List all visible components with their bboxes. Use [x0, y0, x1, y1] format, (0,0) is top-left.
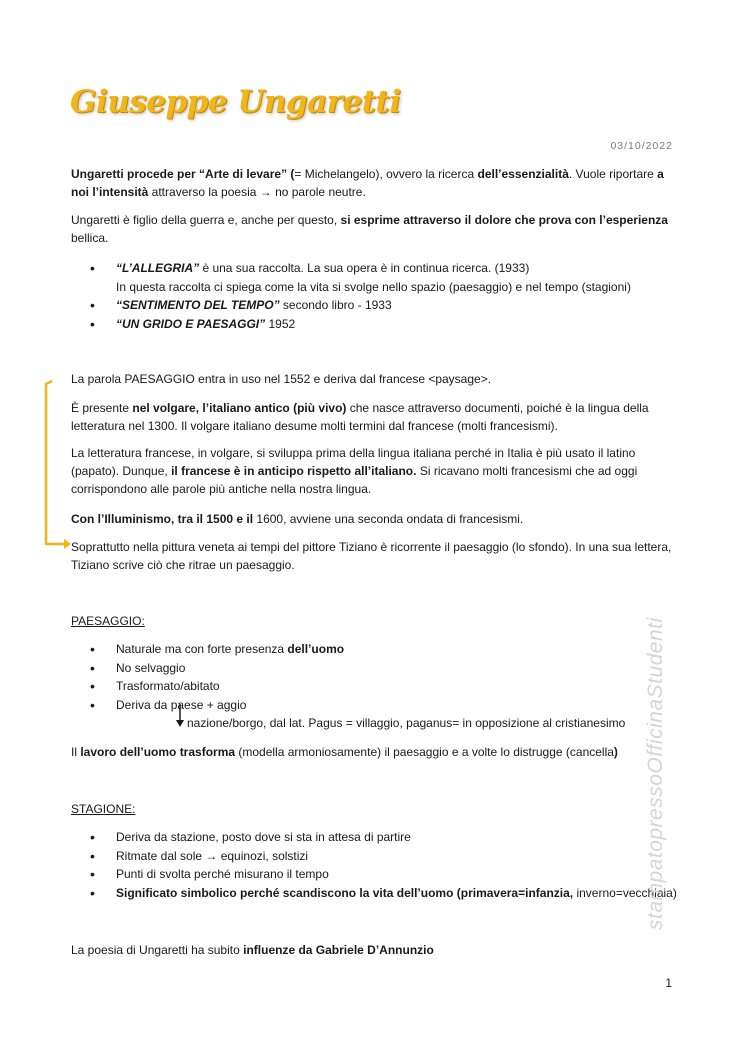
p4-text-c: che nasce attraverso documenti, poiché è la lingua della letteratura nel 1300. Il volgare italiano desume molti termini dal francese (molti francesismi).: [71, 401, 649, 433]
stagione-list: [90, 828, 680, 902]
paragraph-dannunzio: [71, 941, 675, 959]
item-text: Punti di svolta perché misurano il tempo: [116, 867, 329, 881]
date: 03/10/2022: [610, 140, 673, 152]
work-text: secondo libro - 1933: [279, 298, 392, 312]
paragraph-lavoro-uomo: [71, 743, 675, 761]
work-title: “L’ALLEGRIA”: [116, 261, 200, 275]
p1-text-f: attraverso la poesia → no parole neutre.: [148, 185, 366, 199]
p4-bold-b: nel volgare, l’italiano antico (più vivo): [132, 401, 347, 415]
list-item: [90, 640, 680, 659]
list-item: [90, 659, 680, 678]
item-text: Deriva da stazione, posto dove si sta in attesa di partire: [116, 830, 411, 844]
item-text: inverno=vecchiaia): [573, 885, 677, 900]
list-item: [90, 828, 680, 847]
page-number: 1: [665, 976, 672, 990]
p1-text-b: = Michelangelo), ovvero la ricerca: [294, 167, 478, 181]
item-text: Naturale ma con forte presenza: [116, 642, 288, 656]
paragraph-letteratura-francese: [71, 444, 675, 498]
item-text: Deriva da paese + aggio: [116, 697, 247, 712]
p9-bold-b: influenze da Gabriele D’Annunzio: [243, 943, 434, 957]
p1-bold-e: a noi l’intensità: [71, 167, 664, 199]
p1-text-d: . Vuole riportare: [568, 167, 658, 181]
paragraph-volgare: [71, 399, 675, 435]
item-bold: dell’uomo: [287, 642, 345, 656]
list-item: [90, 884, 680, 903]
p8-text-c: (modella armoniosamente) il paesaggio e a volte lo distrugge (cancella: [235, 745, 614, 759]
list-item: [90, 296, 680, 315]
list-item: [90, 847, 680, 866]
item-text: No selvaggio: [116, 660, 186, 675]
list-item: [90, 259, 680, 296]
p1-bold-c: dell’essenzialità: [477, 167, 569, 181]
paragraph-arte-di-levare: [71, 165, 675, 201]
p8-bold-b: lavoro dell’uomo trasforma: [80, 745, 236, 759]
list-item: [90, 865, 680, 884]
item-text: Ritmate dal sole → equinozi, solstizi: [116, 848, 309, 863]
paragraph-illuminismo: [71, 510, 675, 528]
p8-text-a: Il: [71, 745, 81, 759]
p9-text-a: La poesia di Ungaretti ha subito: [71, 943, 244, 957]
heading-stagione: STAGIONE:: [71, 802, 136, 816]
p8-bold-d: ): [613, 745, 618, 759]
paragraph-paesaggio-origin: La parola PAESAGGIO entra in uso nel 1552 e deriva dal francese <paysage>.: [71, 372, 492, 386]
down-arrow-icon: [174, 702, 186, 730]
works-list: [90, 259, 680, 333]
etymology-note: nazione/borgo, dal lat. Pagus = villaggio, paganus= in opposizione al cristianesimo: [187, 716, 626, 730]
p2-text-c: bellica.: [71, 231, 109, 245]
work-text: è una sua raccolta. La sua opera è in continua ricerca. (1933): [199, 261, 530, 275]
p6-bold-a: Con l’Illuminismo, tra il 1500 e il: [71, 512, 254, 526]
list-item: [90, 677, 680, 696]
watermark: stampatopressoOfficinaStudenti: [644, 617, 667, 930]
work-title: “UN GRIDO E PAESAGGI”: [116, 316, 266, 331]
paragraph-guerra: [71, 211, 675, 247]
page-title: Giuseppe Ungaretti: [70, 84, 401, 120]
p2-bold-b: si esprime attraverso il dolore che prova con l’esperienza: [340, 213, 668, 227]
paragraph-tiziano: Soprattutto nella pittura veneta ai tempi del pittore Tiziano è ricorrente il paesaggio (lo sfondo). In una sua lettera, Tiziano scrive ciò che ritrae un paesaggio.: [71, 540, 672, 572]
p2-text-a: Ungaretti è figlio della guerra e, anche per questo,: [71, 213, 341, 227]
p5-text-c: Si ricavano molti francesismi che ad oggi corrispondono alle parole più antiche nella nostra lingua.: [71, 464, 638, 496]
work-title: “SENTIMENTO DEL TEMPO”: [116, 298, 280, 312]
p1-bold-a: Ungaretti procede per “Arte di levare” (: [71, 167, 295, 181]
heading-paesaggio: PAESAGGIO:: [71, 614, 145, 628]
item-text: Trasformato/abitato: [116, 679, 220, 693]
work-text-line2: In questa raccolta ci spiega come la vita si svolge nello spazio (paesaggio) e nel tempo (stagioni): [116, 279, 631, 294]
p4-text-a: È presente: [71, 401, 133, 415]
bracket-arrow-icon: [40, 378, 74, 552]
item-bold: Significato simbolico perché scandiscono la vita dell’uomo (primavera=infanzia,: [116, 885, 574, 900]
p5-text-a: La letteratura francese, in volgare, si sviluppa prima della lingua italiana perché in Italia è più usato il latino (papato). Dunque,: [71, 446, 636, 478]
list-item: [90, 315, 680, 334]
p5-bold-b: il francese è in anticipo rispetto all’italiano.: [171, 464, 417, 478]
work-text: 1952: [265, 316, 296, 331]
p6-text-b: 1600, avviene una seconda ondata di francesismi.: [253, 512, 524, 526]
